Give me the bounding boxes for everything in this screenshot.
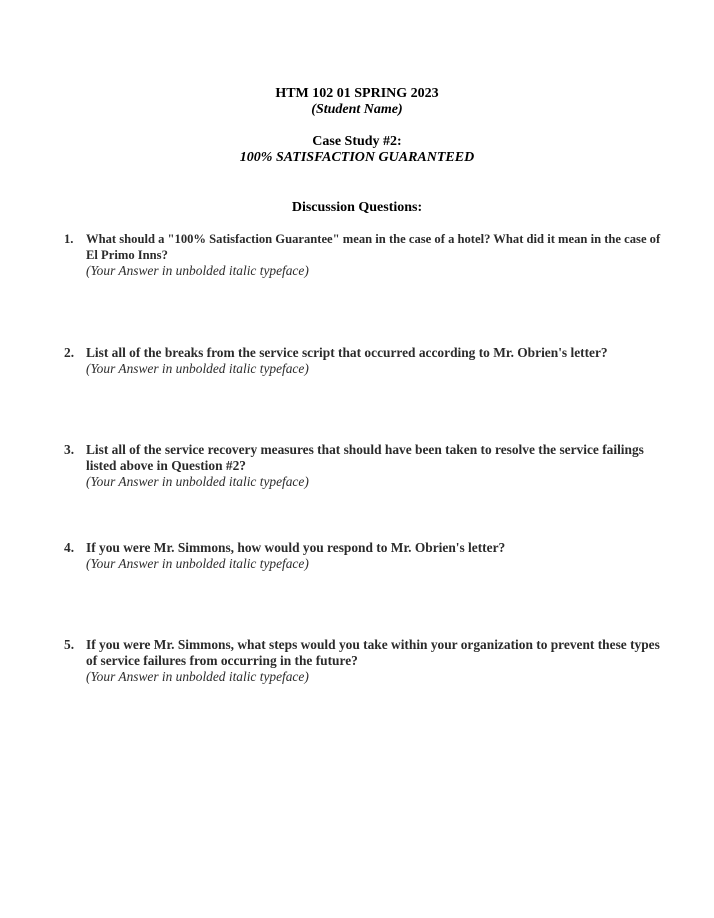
case-study-label: Case Study #2: [312, 134, 402, 149]
question-5 [64, 637, 664, 685]
question-3 [64, 442, 664, 490]
answer-placeholder: (Your Answer in unbolded italic typeface) [86, 669, 309, 684]
question-text: List all of the service recovery measures that should have been taken to resolve the service failings listed above in Question #2? [86, 442, 644, 473]
answer-placeholder: (Your Answer in unbolded italic typeface) [86, 556, 309, 571]
student-name: (Student Name) [311, 102, 403, 117]
question-text: If you were Mr. Simmons, what steps would you take within your organization to prevent these types of service failures from occurring in the future? [86, 637, 660, 668]
question-1 [64, 231, 664, 279]
question-number: 5. [64, 637, 75, 652]
course-heading: HTM 102 01 SPRING 2023 [275, 86, 439, 101]
question-number: 1. [64, 232, 74, 246]
question-4 [64, 540, 664, 572]
answer-placeholder: (Your Answer in unbolded italic typeface) [86, 474, 309, 489]
case-study-title: 100% SATISFACTION GUARANTEED [239, 150, 475, 165]
question-number: 3. [64, 442, 75, 457]
question-2 [64, 345, 664, 377]
question-text: If you were Mr. Simmons, how would you respond to Mr. Obrien's letter? [86, 540, 506, 555]
answer-placeholder: (Your Answer in unbolded italic typeface) [86, 263, 309, 278]
question-number: 4. [64, 540, 75, 555]
question-number: 2. [64, 345, 75, 360]
discussion-heading: Discussion Questions: [291, 200, 423, 215]
question-text: What should a "100% Satisfaction Guarantee" mean in the case of a hotel? What did it mean in the case of El Primo Inns? [86, 232, 661, 262]
question-text: List all of the breaks from the service script that occurred according to Mr. Obrien's letter? [86, 345, 608, 360]
answer-placeholder: (Your Answer in unbolded italic typeface) [86, 361, 309, 376]
